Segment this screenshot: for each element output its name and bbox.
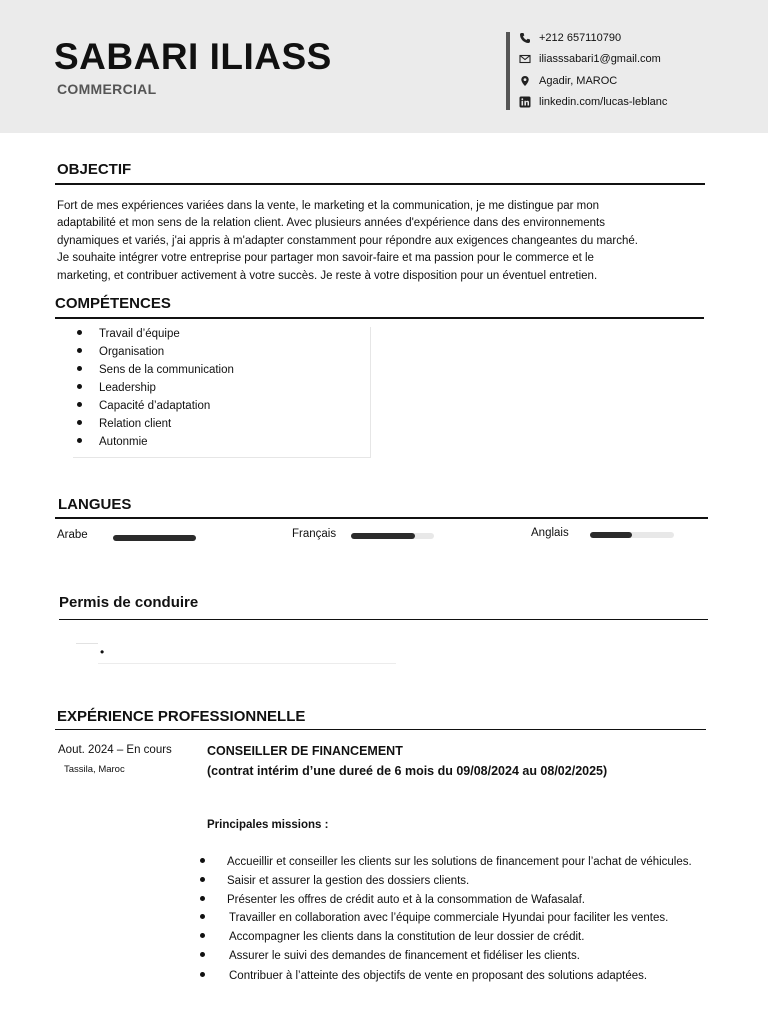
bullet-icon — [77, 348, 82, 353]
skill-item: Capacité d’adaptation — [73, 400, 210, 412]
lang-bar-fill — [590, 532, 632, 538]
missions-heading: Principales missions : — [207, 819, 329, 831]
linkedin-icon — [519, 96, 531, 108]
objectif-rule — [55, 183, 705, 185]
contact-email-text: iliasssabari1@gmail.com — [539, 53, 661, 65]
contact-divider — [506, 32, 510, 110]
experience-job-title: CONSEILLER DE FINANCEMENT — [207, 744, 403, 758]
bullet-icon — [200, 933, 205, 938]
lang-name-anglais: Anglais — [531, 527, 569, 539]
bullet-icon — [200, 952, 205, 957]
experience-title: EXPÉRIENCE PROFESSIONNELLE — [57, 708, 306, 725]
objectif-line: marketing, et contribuer activement à votre succès. Je reste à votre disposition pour un éventuel entretien. — [57, 269, 598, 282]
contact-email[interactable] — [519, 53, 661, 65]
permis-decor-line — [76, 643, 98, 644]
envelope-icon — [519, 53, 531, 65]
competences-title: COMPÉTENCES — [55, 295, 171, 312]
mission-item: Contribuer à l’atteinte des objectifs de vente en proposant des solutions adaptées. — [200, 970, 647, 982]
mission-item: Accompagner les clients dans la constitution de leur dossier de crédit. — [200, 931, 584, 943]
mission-item: Travailler en collaboration avec l’équipe commerciale Hyundai pour faciliter les ventes. — [200, 912, 668, 924]
contact-linkedin-text: linkedin.com/lucas-leblanc — [539, 96, 668, 108]
lang-bar-fill — [351, 533, 415, 539]
bullet-icon — [77, 438, 82, 443]
bullet-icon — [77, 402, 82, 407]
mission-item: Présenter les offres de crédit auto et à la consommation de Wafasalaf. — [200, 894, 585, 906]
objectif-line: Je souhaite intégrer votre entreprise pour partager mon savoir-faire et ma passion pour le commerce et le — [57, 252, 594, 265]
langues-title: LANGUES — [58, 496, 132, 513]
contact-phone-text: +212 657110790 — [539, 32, 622, 44]
objectif-line: dynamiques et variés, j'ai appris à m'adapter constamment pour répondre aux exigences changeantes du marché. — [57, 234, 638, 247]
phone-icon — [519, 32, 531, 44]
experience-place: Tassila, Maroc — [64, 764, 125, 775]
permis-rule — [59, 619, 708, 620]
permis-underline — [98, 663, 396, 664]
mission-item: Assurer le suivi des demandes de financement et fidéliser les clients. — [200, 950, 580, 962]
langues-rule — [55, 517, 708, 519]
skill-item: Leadership — [73, 382, 156, 394]
location-pin-icon — [519, 75, 531, 87]
objectif-line: Fort de mes expériences variées dans la vente, le marketing et la communication, je me distingue par mon — [57, 200, 600, 212]
lang-bar-francais — [351, 533, 434, 539]
lang-name-arabe: Arabe — [57, 529, 88, 541]
objectif-title: OBJECTIF — [57, 161, 132, 178]
objectif-paragraph — [57, 198, 697, 285]
mission-item: Saisir et assurer la gestion des dossiers clients. — [200, 875, 469, 887]
bullet-icon — [77, 420, 82, 425]
candidate-role: COMMERCIAL — [57, 81, 157, 97]
competences-rule — [55, 317, 704, 319]
permis-bullet: • — [100, 645, 105, 659]
candidate-name: SABARI ILIASS — [54, 36, 332, 77]
mission-item: Accueillir et conseiller les clients sur les solutions de financement pour l’achat de véhicules. — [200, 856, 692, 868]
contact-phone — [519, 32, 621, 44]
lang-bar-anglais — [590, 532, 674, 538]
lang-name-francais: Français — [292, 528, 337, 540]
experience-rule — [55, 729, 706, 730]
objectif-line: adaptabilité et mon sens de la relation client. Avec plusieurs années d'expérience dans des environnements — [57, 217, 605, 230]
lang-bar-fill — [113, 535, 196, 541]
skills-list — [73, 327, 371, 458]
experience-date: Aout. 2024 – En cours — [58, 744, 172, 756]
bullet-icon — [200, 877, 205, 882]
contact-location-text: Agadir, MAROC — [539, 75, 618, 87]
bullet-icon — [200, 858, 205, 863]
skill-item: Organisation — [73, 346, 164, 358]
skill-item: Travail d’équipe — [73, 328, 180, 340]
lang-bar-arabe — [113, 535, 196, 541]
skill-item: Sens de la communication — [73, 364, 234, 376]
bullet-icon — [77, 330, 82, 335]
contact-location — [519, 75, 617, 87]
bullet-icon — [77, 384, 82, 389]
bullet-icon — [200, 896, 205, 901]
skill-item: Relation client — [73, 418, 171, 430]
bullet-icon — [200, 914, 205, 919]
skill-item: Autonmie — [73, 436, 148, 448]
experience-job-subtitle: (contrat intérim d’une dureé de 6 mois du 09/08/2024 au 08/02/2025) — [207, 764, 608, 778]
permis-title: Permis de conduire — [59, 594, 199, 611]
bullet-icon — [200, 972, 205, 977]
contact-linkedin[interactable] — [519, 96, 667, 108]
bullet-icon — [77, 366, 82, 371]
header-band — [0, 0, 768, 133]
